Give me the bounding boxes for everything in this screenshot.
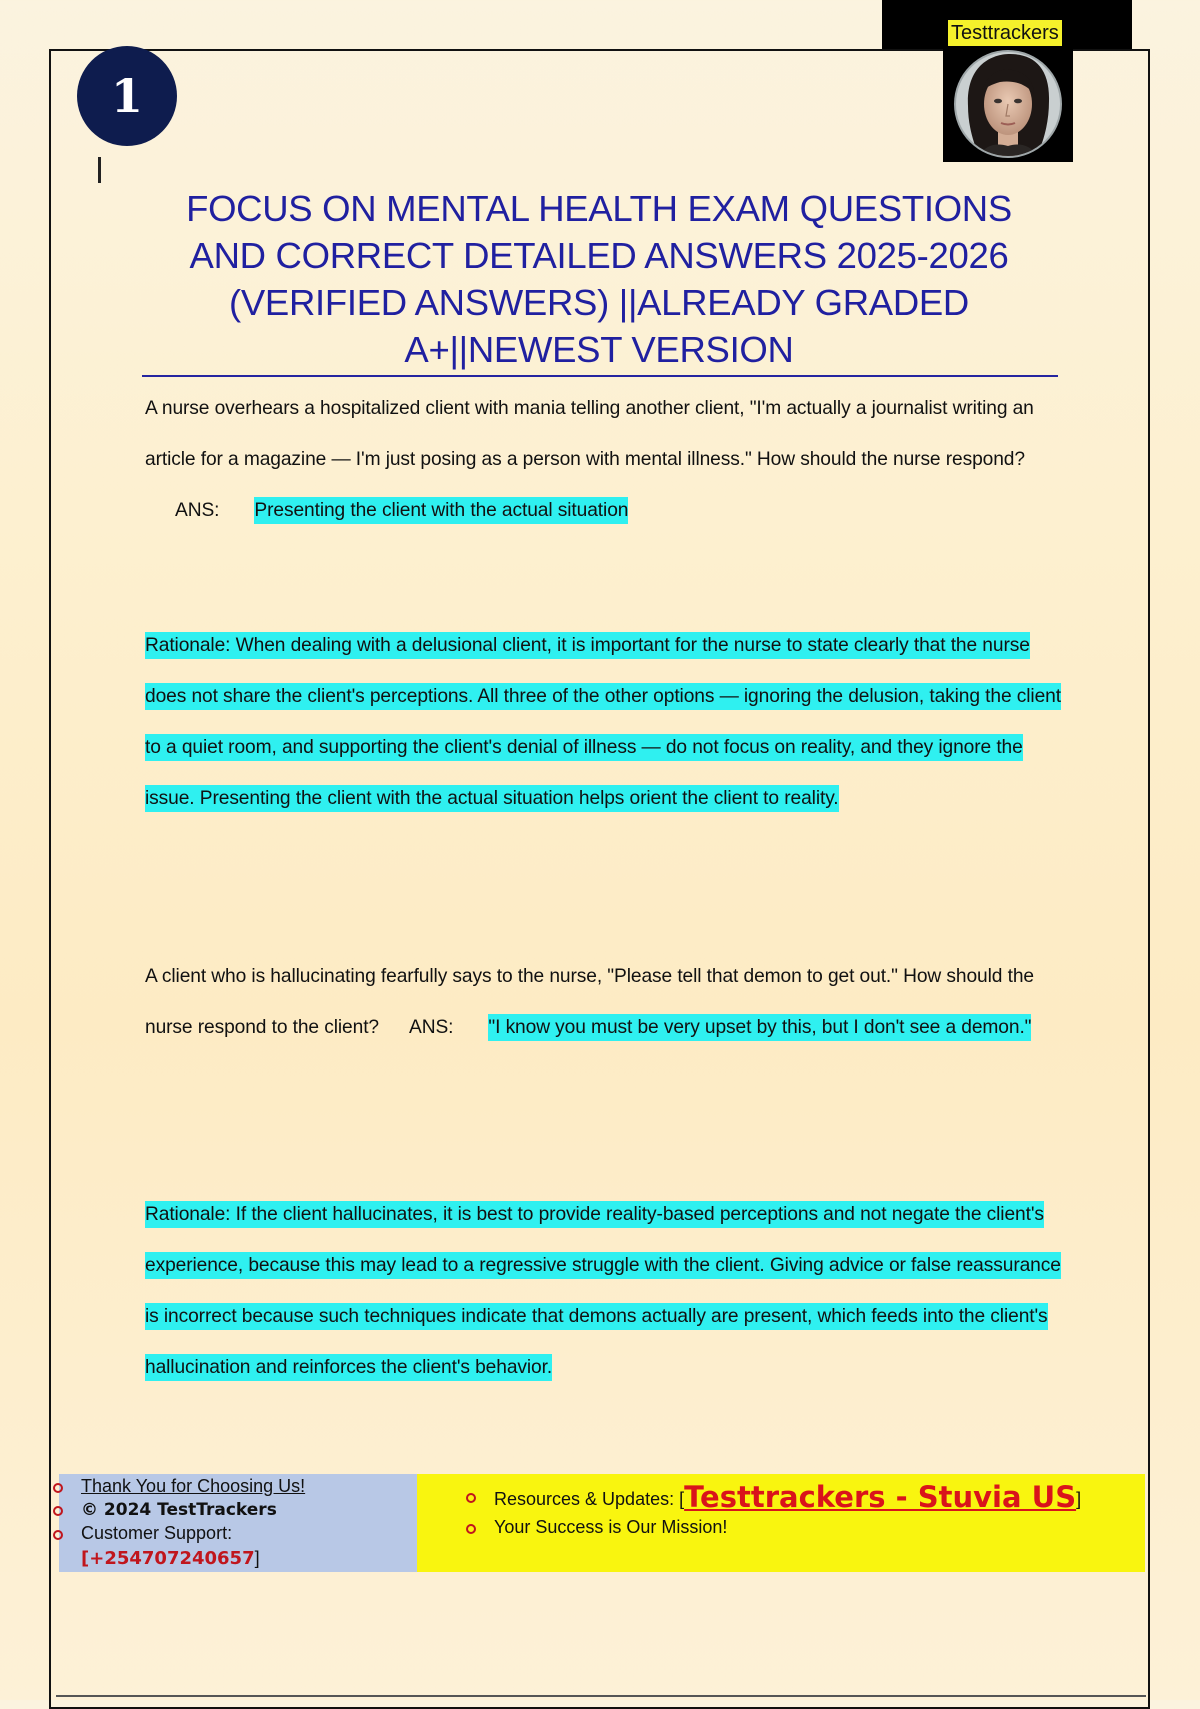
footer-support-item xyxy=(47,1522,305,1545)
phone-bracket-close: ] xyxy=(254,1548,260,1568)
bottom-rule xyxy=(56,1695,1146,1697)
resources-label: Resources & Updates: xyxy=(494,1489,675,1509)
footer-phone-item xyxy=(47,1545,305,1570)
title-line-3: (VERIFIED ANSWERS) ||ALREADY GRADED xyxy=(229,282,969,323)
footer-copyright-item xyxy=(47,1498,305,1522)
bullet-icon xyxy=(466,1524,476,1534)
question-2 xyxy=(145,951,1065,1053)
stuvia-store-link[interactable]: Testtrackers - Stuvia US xyxy=(684,1480,1077,1514)
link-bracket-close: ] xyxy=(1076,1489,1082,1509)
copyright-text: © 2024 TestTrackers xyxy=(81,1500,277,1520)
question-2-text: A client who is hallucinating fearfully says to the nurse, "Please tell that demon to get out." How should the nurse respond to the client? xyxy=(145,966,1034,1038)
rationale-1-text: Rationale: When dealing with a delusional client, it is important for the nurse to state clearly that the nurse does not share the client's perceptions. All three of the other options — ignoring the delusion, taking the client to a quiet room, and supporting the client's denial of illness — do not focus on reality, and they ignore the issue. Presenting the client with the actual situation helps orient the client to reality. xyxy=(145,632,1061,812)
bullet-icon xyxy=(53,1483,63,1493)
bullet-icon xyxy=(53,1506,63,1516)
answer-2-label: ANS: xyxy=(409,1017,454,1038)
avatar xyxy=(946,46,1070,162)
bullet-icon xyxy=(53,1530,63,1540)
answer-2-text: "I know you must be very upset by this, but I don't see a demon." xyxy=(488,1014,1031,1041)
page-title xyxy=(142,185,1056,373)
answer-1-label: ANS: xyxy=(175,500,220,521)
text-cursor xyxy=(98,157,101,183)
title-line-2: AND CORRECT DETAILED ANSWERS 2025-2026 xyxy=(189,235,1009,276)
rationale-1 xyxy=(145,620,1065,824)
footer-contact-list xyxy=(47,1475,305,1570)
mission-text: Your Success is Our Mission! xyxy=(494,1517,728,1537)
footer-resources-item xyxy=(460,1480,1081,1516)
footer-thanks-item xyxy=(47,1475,305,1498)
title-underline xyxy=(142,375,1058,377)
rationale-2 xyxy=(145,1189,1065,1393)
support-label: Customer Support: xyxy=(81,1523,233,1543)
page-number-badge: 1 xyxy=(77,46,177,146)
support-phone-link[interactable]: +254707240657 xyxy=(89,1548,255,1569)
brand-tag: Testtrackers xyxy=(948,20,1062,47)
phone-bracket-open: [ xyxy=(81,1548,90,1569)
link-bracket-open: [ xyxy=(679,1489,685,1509)
title-line-4: A+||NEWEST VERSION xyxy=(404,329,794,370)
question-1 xyxy=(145,383,1065,536)
footer-mission-item xyxy=(460,1516,1081,1539)
footer-resources-list xyxy=(460,1480,1081,1539)
question-1-text: A nurse overhears a hospitalized client with mania telling another client, "I'm actually a journalist writing an article for a magazine — I'm just posing as a person with mental illness." How should the nurse respond? xyxy=(145,398,1034,470)
rationale-2-text: Rationale: If the client hallucinates, it is best to provide reality-based perceptions and not negate the client's experience, because this may lead to a regressive struggle with the client. Giving advice or false reassurance is incorrect because such techniques indicate that demons actually are present, which feeds into the client's hallucination and reinforces the client's behavior. xyxy=(145,1201,1061,1381)
bullet-icon xyxy=(466,1493,476,1503)
thanks-text: Thank You for Choosing Us! xyxy=(81,1476,306,1496)
title-line-1: FOCUS ON MENTAL HEALTH EXAM QUESTIONS xyxy=(186,188,1012,229)
answer-1-text: Presenting the client with the actual situation xyxy=(254,497,628,524)
